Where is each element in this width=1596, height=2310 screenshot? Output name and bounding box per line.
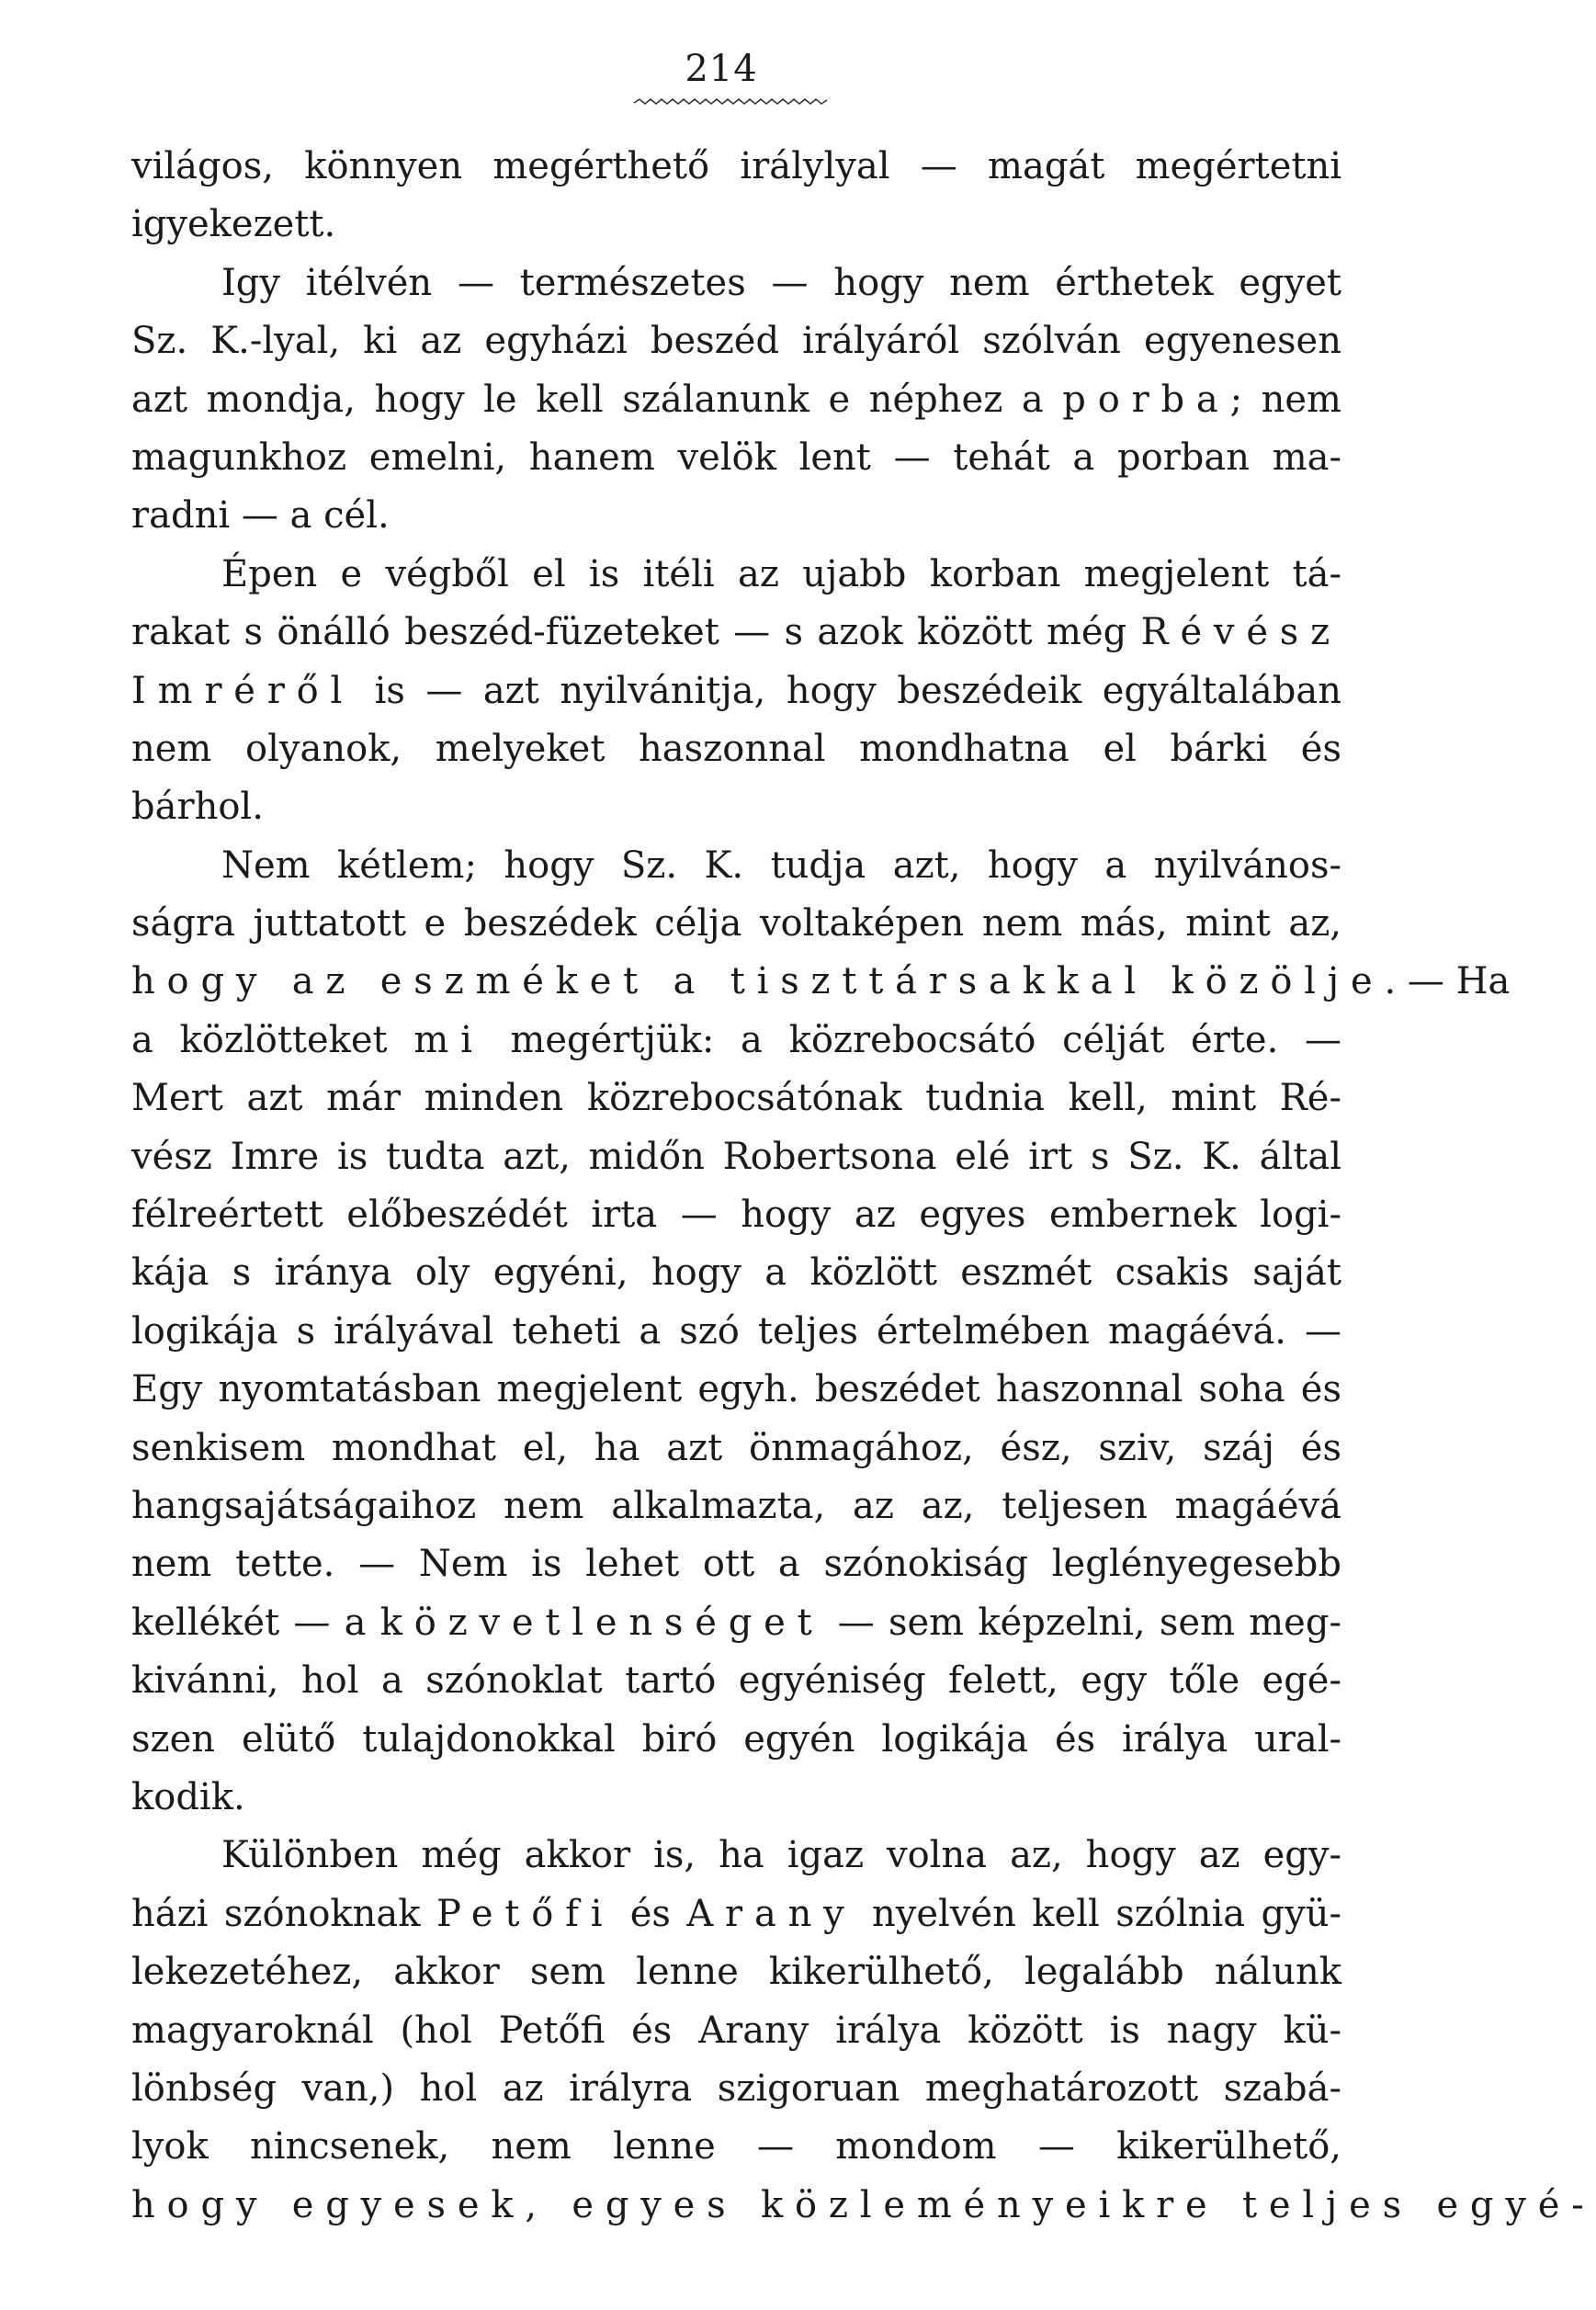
text-line: kodik. [131,1775,245,1818]
text-line: vész Imre is tudta azt, midőn Robertsona elé irt s Sz. K. által [131,1135,1341,1178]
text-line: Különben még akkor is, ha igaz volna az, hogy az egy- [221,1834,1341,1877]
text-run: és [614,1892,687,1935]
text-line [131,662,1341,720]
text-line: szen elütő tulajdonokkal biró egyén logikája és irálya ural- [131,1717,1341,1761]
text-run: házi szónoknak [131,1892,436,1935]
spaced-emphasis: Imréről [131,669,355,712]
spaced-emphasis: mi [413,1018,484,1061]
text-line [131,1012,1341,1070]
spaced-emphasis: porba [1062,378,1230,421]
spaced-emphasis: hogy egyesek, egyes közleményeikre teljes egyé- [131,2183,1596,2226]
text-line: nem olyanok, melyeket haszonnal mondhatna el bárki és [131,727,1341,770]
spaced-emphasis: hogy az eszméket a tiszttársakkal közölje [131,960,1385,1003]
text-line: világos, könnyen megérthető irálylyal — magát megértetni [131,145,1341,187]
text-run: . — Ha [1384,960,1511,1003]
text-run: rakat s önálló beszéd-füzeteket — s azok között még [131,611,1141,654]
text-line: radni — a cél. [131,494,390,538]
text-line: Épen e végből el is itéli az ujabb korban megjelent tá- [221,552,1341,595]
text-line [131,371,1341,429]
page-number-ornament [634,97,827,107]
text-line: lekezetéhez, akkor sem lenne kikerülhető, legalább nálunk [131,1951,1341,1994]
page-number: 214 [685,48,758,90]
text-line: magyaroknál (hol Petőfi és Arany irálya között is nagy kü- [131,2009,1341,2052]
text-line [131,1885,1341,1943]
spaced-emphasis: közvetlenséget [379,1601,824,1644]
text-line: Nem kétlem; hogy Sz. K. tudja azt, hogy a nyilvános- [221,844,1341,887]
text-line: logikája s irályával teheti a szó teljes értelmében magáévá. — [131,1309,1341,1353]
text-line: kivánni, hol a szónoklat tartó egyéniség felett, egy tőle egé- [131,1659,1341,1703]
text-run: ; nem [1229,378,1341,421]
text-run: is — azt nyilvánitja, hogy beszédeik egyáltalában [354,669,1341,712]
text-line: ságra juttatott e beszédek célja voltaképen nem más, mint az, [131,902,1341,946]
text-line: kája s iránya oly egyéni, hogy a közlött eszmét csakis saját [131,1251,1341,1295]
text-line: Egy nyomtatásban megjelent egyh. beszédet haszonnal soha és [131,1368,1341,1411]
text-line: magunkhoz emelni, hanem velök lent — tehát a porban ma- [131,436,1341,479]
spaced-emphasis: Révész [1140,611,1341,654]
text-run: kellékét — a [131,1601,380,1644]
text-run: megértjük: a közrebocsátó célját érte. — [483,1018,1341,1061]
spaced-emphasis: Arany [686,1892,856,1935]
text-line: igyekezett. [131,203,336,246]
text-line [131,1594,1341,1652]
text-line: lönbség van,) hol az irályra szigoruan meghatározott szabá- [131,2067,1341,2110]
text-line [131,953,1511,1011]
text-line: Igy itélvén — természetes — hogy nem érthetek egyet [221,261,1341,304]
text-line: bárhol. [131,786,264,829]
text-run: nyelvén kell szólnia gyü- [855,1892,1341,1935]
text-line: Sz. K.-lyal, ki az egyházi beszéd irályáról szólván egyenesen [131,320,1341,363]
body-text [131,138,1596,2235]
text-run: — sem képzelni, sem meg- [823,1601,1341,1644]
text-line: senkisem mondhat el, ha azt önmagához, ész, sziv, száj és [131,1426,1341,1469]
spaced-emphasis: Petőfi [436,1892,615,1935]
text-line: lyok nincsenek, nem lenne — mondom — kikerülhető, [131,2125,1341,2168]
text-run: a közlötteket [131,1018,414,1061]
text-line [131,2177,1596,2235]
text-line: félreértett előbeszédét irta — hogy az egyes embernek logi- [131,1194,1341,1237]
text-run: azt mondja, hogy le kell szálanunk e néphez a [131,378,1063,421]
text-line: nem tette. — Nem is lehet ott a szónokiság leglényegesebb [131,1543,1341,1586]
text-line: Mert azt már minden közrebocsátónak tudnia kell, mint Ré- [131,1077,1341,1120]
text-line: hangsajátságaihoz nem alkalmazta, az az, teljesen magáévá [131,1484,1341,1527]
text-line [131,604,1341,662]
